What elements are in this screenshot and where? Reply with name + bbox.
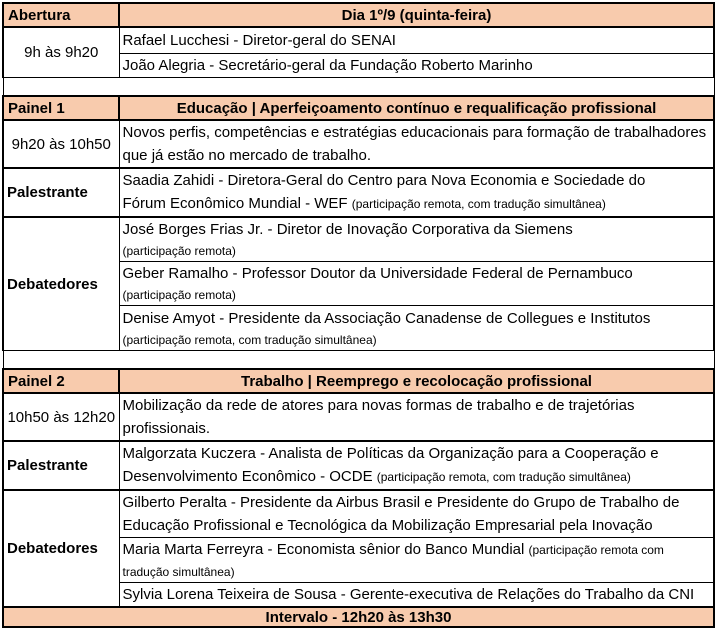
entry-note: (participação remota) xyxy=(122,244,236,258)
entry-line xyxy=(123,218,711,241)
entry-cell xyxy=(119,54,714,78)
entry-text: Malgorzata Kuczera - Analista de Políticas da Organização para a Cooperação e xyxy=(122,445,659,462)
entry-cell xyxy=(119,538,714,583)
table-row xyxy=(3,120,714,168)
entry-line xyxy=(123,514,711,537)
entry-text: Educação Profissional e Tecnológica da Mobilização Empresarial pela Inovação xyxy=(122,517,653,534)
entry-note: (participação remota com xyxy=(528,543,664,557)
agenda-table xyxy=(2,2,715,628)
entry-note: tradução simultânea) xyxy=(122,565,235,579)
entry-line xyxy=(123,169,711,192)
entry-line xyxy=(123,121,711,144)
table-row xyxy=(3,441,714,490)
entry-line xyxy=(123,583,711,606)
entry-text: profissionais. xyxy=(122,420,211,437)
entry-line xyxy=(123,192,711,216)
entry-line xyxy=(123,241,711,261)
entry-line xyxy=(123,562,711,582)
entry-text: Desenvolvimento Econômico - OCDE xyxy=(122,468,373,485)
entry-line xyxy=(123,262,711,285)
section-label-painel-1: Painel 1 xyxy=(3,96,119,120)
entry-cell xyxy=(119,27,714,54)
entry-line xyxy=(123,330,711,350)
section-header-abertura xyxy=(3,3,714,27)
table-row xyxy=(3,490,714,538)
interval-cell: Intervalo - 12h20 às 13h30 xyxy=(3,607,714,627)
entry-line xyxy=(123,538,711,562)
entry-text: Novos perfis, competências e estratégias educacionais para formação de trabalhadores xyxy=(122,124,707,141)
entry-text: Maria Marta Ferreyra - Economista sênior do Banco Mundial xyxy=(122,541,525,558)
entry-line xyxy=(123,54,711,77)
section-gap xyxy=(3,351,714,370)
entry-note: (participação remota) xyxy=(122,288,236,302)
section-title-abertura: Dia 1º/9 (quinta-feira) xyxy=(119,3,714,27)
entry-line xyxy=(123,394,711,417)
section-title-painel-1: Educação | Aperfeiçoamento contínuo e requalificação profissional xyxy=(119,96,714,120)
role-cell-palestrante: Palestrante xyxy=(3,441,119,490)
time-cell-painel-1: 9h20 às 10h50 xyxy=(3,120,119,168)
entry-text: Mobilização da rede de atores para novas formas de trabalho e de trajetórias xyxy=(122,397,635,414)
entry-note: (participação remota, com tradução simultânea) xyxy=(122,332,377,347)
section-title-painel-2: Trabalho | Reemprego e recolocação profissional xyxy=(119,369,714,393)
entry-cell xyxy=(119,583,714,608)
section-header-painel-2 xyxy=(3,369,714,393)
table-row xyxy=(3,217,714,262)
entry-cell xyxy=(119,490,714,538)
role-cell-debatedores: Debatedores xyxy=(3,217,119,351)
entry-text: Gilberto Peralta - Presidente da Airbus Brasil e Presidente do Grupo de Trabalho de xyxy=(122,494,680,511)
entry-line xyxy=(123,465,711,489)
entry-text: Fórum Econômico Mundial - WEF xyxy=(122,195,348,212)
entry-text: Sylvia Lorena Teixeira de Sousa - Gerente-executiva de Relações do Trabalho da CNI xyxy=(122,586,695,603)
table-row xyxy=(3,168,714,217)
entry-text: que já estão no mercado de trabalho. xyxy=(122,147,372,164)
time-cell-painel-2: 10h50 às 12h20 xyxy=(3,393,119,441)
entry-line xyxy=(123,417,711,440)
entry-text: Saadia Zahidi - Diretora-Geral do Centro para Nova Economia e Sociedade do xyxy=(122,172,646,189)
entry-text: Rafael Lucchesi - Diretor-geral do SENAI xyxy=(122,32,396,49)
section-label-painel-2: Painel 2 xyxy=(3,369,119,393)
entry-cell xyxy=(119,393,714,441)
gap-cell xyxy=(3,78,714,97)
entry-text: Denise Amyot - Presidente da Associação Canadense de Collegues e Institutos xyxy=(122,309,651,327)
entry-text: José Borges Frias Jr. - Diretor de Inovação Corporativa da Siemens xyxy=(122,221,573,238)
entry-cell xyxy=(119,120,714,168)
role-cell-palestrante: Palestrante xyxy=(3,168,119,217)
gap-cell xyxy=(3,351,714,370)
entry-cell xyxy=(119,262,714,306)
entry-note: (participação remota, com tradução simultânea) xyxy=(351,197,606,211)
entry-line xyxy=(123,491,711,514)
entry-text: Geber Ramalho - Professor Doutor da Universidade Federal de Pernambuco xyxy=(122,265,633,282)
entry-cell xyxy=(119,168,714,217)
entry-cell xyxy=(119,306,714,351)
section-gap xyxy=(3,78,714,97)
section-label-abertura: Abertura xyxy=(3,3,119,27)
entry-cell xyxy=(119,441,714,490)
entry-line xyxy=(123,307,711,330)
interval-row xyxy=(3,607,714,627)
entry-cell xyxy=(119,217,714,262)
time-cell-abertura: 9h às 9h20 xyxy=(3,27,119,78)
entry-line xyxy=(123,144,711,167)
entry-line xyxy=(123,285,711,305)
entry-text: João Alegria - Secretário-geral da Fundação Roberto Marinho xyxy=(122,57,533,74)
entry-line xyxy=(123,29,711,52)
table-row xyxy=(3,393,714,441)
entry-note: (participação remota, com tradução simultânea) xyxy=(376,470,631,484)
entry-line xyxy=(123,442,711,465)
table-row xyxy=(3,27,714,54)
role-cell-debatedores: Debatedores xyxy=(3,490,119,607)
section-header-painel-1 xyxy=(3,96,714,120)
